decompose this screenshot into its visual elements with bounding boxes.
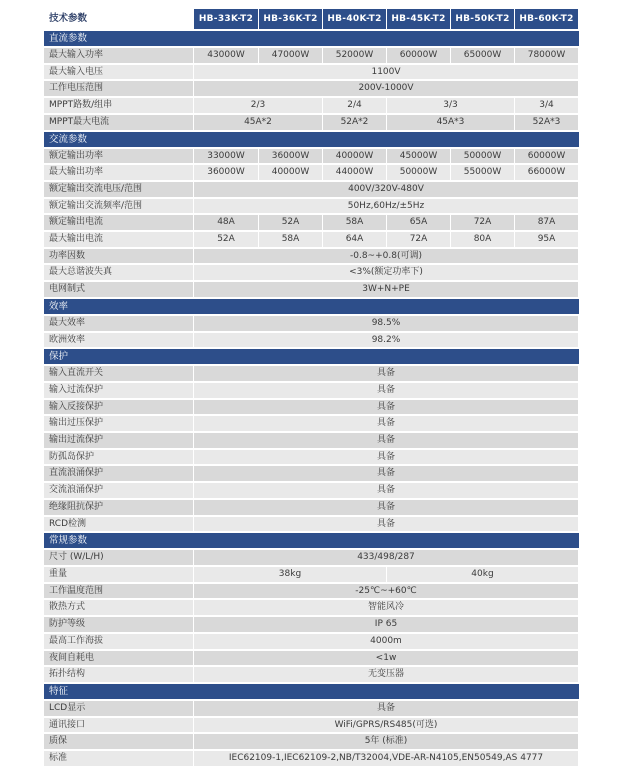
section-header-row <box>44 299 579 316</box>
row-value: 50000W <box>387 165 451 182</box>
row-value: 具备 <box>194 416 579 433</box>
row-value: 具备 <box>194 483 579 500</box>
model-header: HB-36K-T2 <box>259 9 323 31</box>
row-label: 额定输出交流频率/范围 <box>44 199 194 216</box>
row-label: 防孤岛保护 <box>44 450 194 467</box>
header-row <box>44 9 579 31</box>
row-label: 标准 <box>44 751 194 768</box>
row-value: 52A*2 <box>323 115 387 132</box>
table-row <box>44 282 579 299</box>
row-value: 72A <box>451 215 515 232</box>
row-label: 拓扑结构 <box>44 667 194 684</box>
section-title: 效率 <box>44 299 579 316</box>
row-label: 直流浪涌保护 <box>44 466 194 483</box>
row-value: IEC62109-1,IEC62109-2,NB/T32004,VDE-AR-N4105,EN50549,AS 4777 <box>194 751 579 768</box>
row-value: 具备 <box>194 433 579 450</box>
row-value: 58A <box>259 232 323 249</box>
row-label: 最大输出电流 <box>44 232 194 249</box>
row-value: 52A*3 <box>515 115 579 132</box>
row-label: 通讯接口 <box>44 718 194 735</box>
table-row <box>44 333 579 350</box>
row-label: 输入过流保护 <box>44 383 194 400</box>
row-label: 额定输出功率 <box>44 149 194 166</box>
section-header-row <box>44 684 579 701</box>
row-value: <1w <box>194 651 579 668</box>
table-row <box>44 98 579 115</box>
row-value: 52000W <box>323 48 387 65</box>
row-value: 98.5% <box>194 316 579 333</box>
section-title: 保护 <box>44 349 579 366</box>
table-row <box>44 65 579 82</box>
row-value: 33000W <box>194 149 259 166</box>
table-row <box>44 316 579 333</box>
row-value: 72A <box>387 232 451 249</box>
row-value: 50Hz,60Hz/±5Hz <box>194 199 579 216</box>
row-value: WiFi/GPRS/RS485(可选) <box>194 718 579 735</box>
row-label: 重量 <box>44 567 194 584</box>
table-row <box>44 617 579 634</box>
model-header: HB-50K-T2 <box>451 9 515 31</box>
table-row <box>44 600 579 617</box>
row-value: -25℃~+60℃ <box>194 584 579 601</box>
row-label: 工作温度范围 <box>44 584 194 601</box>
row-value: 具备 <box>194 466 579 483</box>
row-value: 智能风冷 <box>194 600 579 617</box>
row-value: 3W+N+PE <box>194 282 579 299</box>
table-row <box>44 483 579 500</box>
table-row <box>44 550 579 567</box>
row-value: 60000W <box>515 149 579 166</box>
row-value: 无变压器 <box>194 667 579 684</box>
table-row <box>44 249 579 266</box>
table-row <box>44 400 579 417</box>
row-value: 40kg <box>387 567 579 584</box>
table-row <box>44 701 579 718</box>
model-header: HB-40K-T2 <box>323 9 387 31</box>
row-label: 额定输出电流 <box>44 215 194 232</box>
row-value: 43000W <box>194 48 259 65</box>
row-label: 输出过流保护 <box>44 433 194 450</box>
table-row <box>44 416 579 433</box>
table-row <box>44 718 579 735</box>
row-label: 工作电压范围 <box>44 81 194 98</box>
row-value: 66000W <box>515 165 579 182</box>
row-value: 45A*2 <box>194 115 323 132</box>
row-value: 52A <box>259 215 323 232</box>
row-value: 3/3 <box>387 98 515 115</box>
row-value: 具备 <box>194 366 579 383</box>
table-row <box>44 215 579 232</box>
model-header: HB-45K-T2 <box>387 9 451 31</box>
row-value: 36000W <box>194 165 259 182</box>
table-row <box>44 366 579 383</box>
row-label: 最高工作海拔 <box>44 634 194 651</box>
row-value: 50000W <box>451 149 515 166</box>
table-row <box>44 667 579 684</box>
row-value: 55000W <box>451 165 515 182</box>
table-row <box>44 567 579 584</box>
row-value: 60000W <box>387 48 451 65</box>
row-value: 65000W <box>451 48 515 65</box>
row-label: 散热方式 <box>44 600 194 617</box>
row-value: 具备 <box>194 383 579 400</box>
table-row <box>44 751 579 768</box>
row-value: 48A <box>194 215 259 232</box>
section-title: 特征 <box>44 684 579 701</box>
table-row <box>44 734 579 751</box>
row-label: 最大总谐波失真 <box>44 265 194 282</box>
row-label: 防护等级 <box>44 617 194 634</box>
row-value: 78000W <box>515 48 579 65</box>
row-value: 2/4 <box>323 98 387 115</box>
row-value: 58A <box>323 215 387 232</box>
section-title: 直流参数 <box>44 31 579 48</box>
section-header-row <box>44 533 579 550</box>
row-label: 夜间自耗电 <box>44 651 194 668</box>
row-value: 45000W <box>387 149 451 166</box>
row-value: 200V-1000V <box>194 81 579 98</box>
row-value: 具备 <box>194 400 579 417</box>
table-row <box>44 500 579 517</box>
table-row <box>44 651 579 668</box>
row-value: 40000W <box>323 149 387 166</box>
row-label: 交流浪涌保护 <box>44 483 194 500</box>
row-label: 最大输出功率 <box>44 165 194 182</box>
table-row <box>44 265 579 282</box>
table-row <box>44 433 579 450</box>
table-row <box>44 199 579 216</box>
section-title: 常规参数 <box>44 533 579 550</box>
row-label: 输出过压保护 <box>44 416 194 433</box>
row-value: 400V/320V-480V <box>194 182 579 199</box>
model-header: HB-33K-T2 <box>194 9 259 31</box>
table-title: 技术参数 <box>44 9 194 31</box>
row-value: 2/3 <box>194 98 323 115</box>
row-label: 尺寸 (W/L/H) <box>44 550 194 567</box>
table-row <box>44 115 579 132</box>
row-value: <3%(额定功率下) <box>194 265 579 282</box>
table-row <box>44 466 579 483</box>
row-label: MPPT路数/组串 <box>44 98 194 115</box>
table-row <box>44 634 579 651</box>
table-row <box>44 517 579 534</box>
model-header: HB-60K-T2 <box>515 9 579 31</box>
section-title: 交流参数 <box>44 132 579 149</box>
section-header-row <box>44 132 579 149</box>
row-value: 433/498/287 <box>194 550 579 567</box>
row-value: IP 65 <box>194 617 579 634</box>
row-label: 功率因数 <box>44 249 194 266</box>
section-header-row <box>44 31 579 48</box>
row-value: 具备 <box>194 500 579 517</box>
row-label: 最大输入功率 <box>44 48 194 65</box>
row-label: 欧洲效率 <box>44 333 194 350</box>
row-value: 87A <box>515 215 579 232</box>
table-row <box>44 81 579 98</box>
row-value: 1100V <box>194 65 579 82</box>
row-value: 52A <box>194 232 259 249</box>
table-row <box>44 232 579 249</box>
row-value: 4000m <box>194 634 579 651</box>
row-label: 电网制式 <box>44 282 194 299</box>
row-label: RCD检测 <box>44 517 194 534</box>
row-value: 47000W <box>259 48 323 65</box>
row-label: 绝缘阻抗保护 <box>44 500 194 517</box>
row-label: 输入直流开关 <box>44 366 194 383</box>
row-value: 5年 (标准) <box>194 734 579 751</box>
row-value: 具备 <box>194 701 579 718</box>
table-row <box>44 584 579 601</box>
row-value: 3/4 <box>515 98 579 115</box>
row-label: 质保 <box>44 734 194 751</box>
row-value: 80A <box>451 232 515 249</box>
row-label: 额定输出交流电压/范围 <box>44 182 194 199</box>
table-row <box>44 149 579 166</box>
row-value: 65A <box>387 215 451 232</box>
table-row <box>44 48 579 65</box>
row-value: 98.2% <box>194 333 579 350</box>
row-value: 36000W <box>259 149 323 166</box>
row-value: 45A*3 <box>387 115 515 132</box>
row-label: LCD显示 <box>44 701 194 718</box>
row-value: 95A <box>515 232 579 249</box>
row-value: -0.8~+0.8(可调) <box>194 249 579 266</box>
row-value: 具备 <box>194 517 579 534</box>
row-label: 输入反接保护 <box>44 400 194 417</box>
row-value: 64A <box>323 232 387 249</box>
table-row <box>44 383 579 400</box>
row-label: MPPT最大电流 <box>44 115 194 132</box>
row-value: 40000W <box>259 165 323 182</box>
row-label: 最大输入电压 <box>44 65 194 82</box>
table-row <box>44 450 579 467</box>
spec-table <box>44 9 579 768</box>
section-header-row <box>44 349 579 366</box>
table-row <box>44 165 579 182</box>
row-label: 最大效率 <box>44 316 194 333</box>
row-value: 44000W <box>323 165 387 182</box>
row-value: 具备 <box>194 450 579 467</box>
table-row <box>44 182 579 199</box>
row-value: 38kg <box>194 567 387 584</box>
spec-table-body <box>44 9 579 768</box>
